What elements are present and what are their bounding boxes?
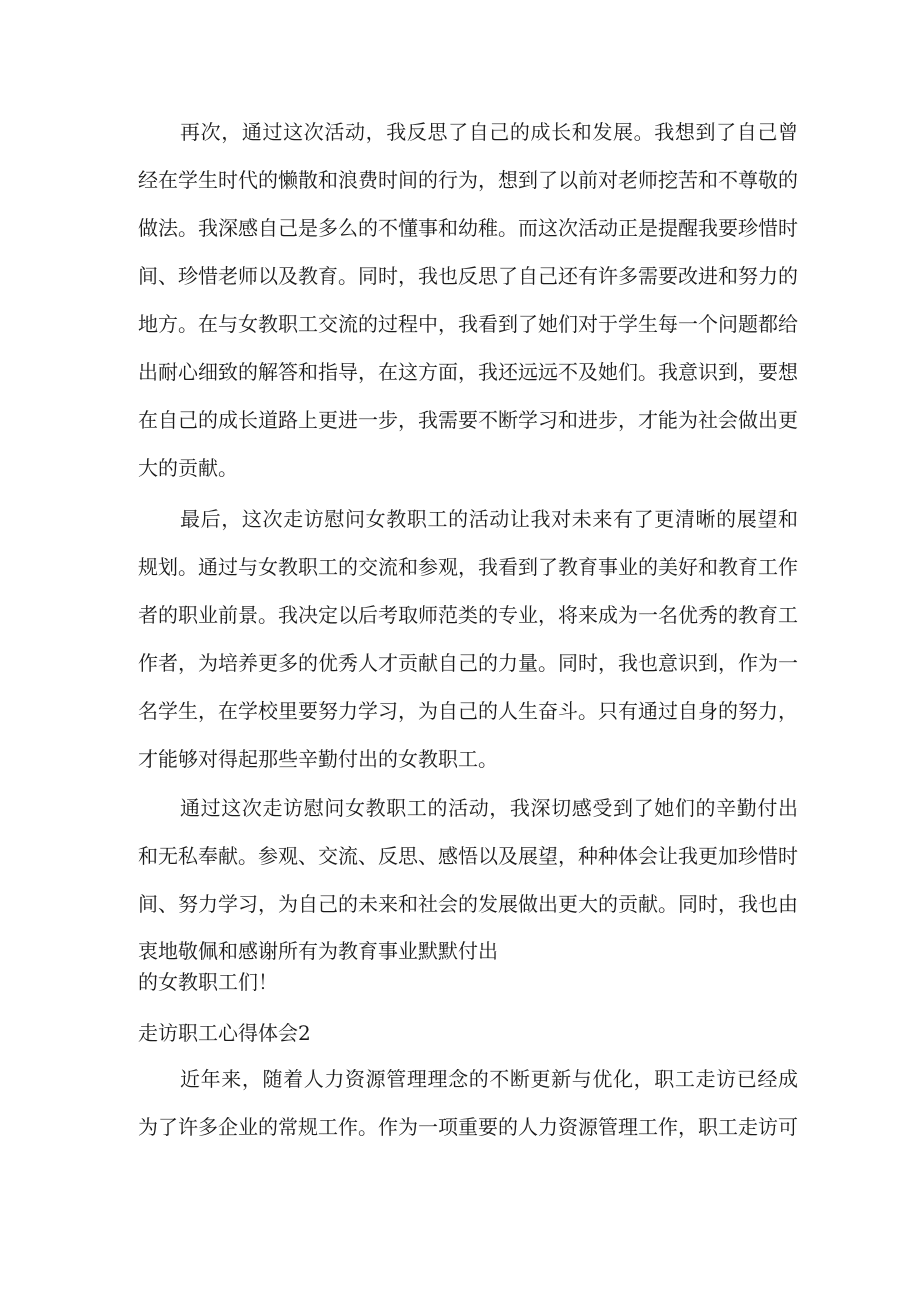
paragraph-1-line-5: 地方。在与女教职工交流的过程中，我看到了她们对于学生每一个问题都给 bbox=[138, 312, 798, 336]
paragraph-2-line-6: 才能够对得起那些辛勤付出的女教职工。 bbox=[138, 747, 498, 771]
paragraph-2-line-2: 规划。通过与女教职工的交流和参观，我看到了教育事业的美好和教育工作 bbox=[138, 555, 798, 579]
paragraph-2-line-3: 者的职业前景。我决定以后考取师范类的专业，将来成为一名优秀的教育工 bbox=[138, 603, 798, 627]
paragraph-4-line-2: 为了许多企业的常规工作。作为一项重要的人力资源管理工作，职工走访可 bbox=[138, 1115, 798, 1139]
paragraph-3-line-1: 通过这次走访慰问女教职工的活动，我深切感受到了她们的辛勤付出 bbox=[180, 796, 798, 820]
paragraph-1-line-2: 经在学生时代的懒散和浪费时间的行为，想到了以前对老师挖苦和不尊敬的 bbox=[138, 168, 798, 192]
paragraph-3-line-2: 和无私奉献。参观、交流、反思、感悟以及展望，种种体会让我更加珍惜时 bbox=[138, 844, 798, 868]
section-title: 走访职工心得体会2 bbox=[138, 1021, 311, 1045]
paragraph-3-line-5: 的女教职工们！ bbox=[138, 970, 278, 994]
paragraph-4-line-1: 近年来，随着人力资源管理理念的不断更新与优化，职工走访已经成 bbox=[180, 1067, 798, 1091]
paragraph-1-line-4: 间、珍惜老师以及教育。同时，我也反思了自己还有许多需要改进和努力的 bbox=[138, 264, 798, 288]
paragraph-1-line-6: 出耐心细致的解答和指导，在这方面，我还远远不及她们。我意识到，要想 bbox=[138, 360, 798, 384]
paragraph-2-line-5: 名学生，在学校里要努力学习，为自己的人生奋斗。只有通过自身的努力， bbox=[138, 699, 798, 723]
paragraph-1-line-7: 在自己的成长道路上更进一步，我需要不断学习和进步，才能为社会做出更 bbox=[138, 408, 798, 432]
paragraph-3-line-4: 衷地敬佩和感谢所有为教育事业默默付出 bbox=[138, 939, 498, 963]
paragraph-1-line-3: 做法。我深感自己是多么的不懂事和幼稚。而这次活动正是提醒我要珍惜时 bbox=[138, 216, 798, 240]
paragraph-1-line-8: 大的贡献。 bbox=[138, 456, 238, 480]
paragraph-1-line-1: 再次，通过这次活动，我反思了自己的成长和发展。我想到了自己曾 bbox=[180, 120, 798, 144]
paragraph-2-line-1: 最后，这次走访慰问女教职工的活动让我对未来有了更清晰的展望和 bbox=[180, 507, 798, 531]
paragraph-2-line-4: 作者，为培养更多的优秀人才贡献自己的力量。同时，我也意识到，作为一 bbox=[138, 651, 798, 675]
paragraph-3-line-3: 间、努力学习，为自己的未来和社会的发展做出更大的贡献。同时，我也由 bbox=[138, 892, 798, 916]
